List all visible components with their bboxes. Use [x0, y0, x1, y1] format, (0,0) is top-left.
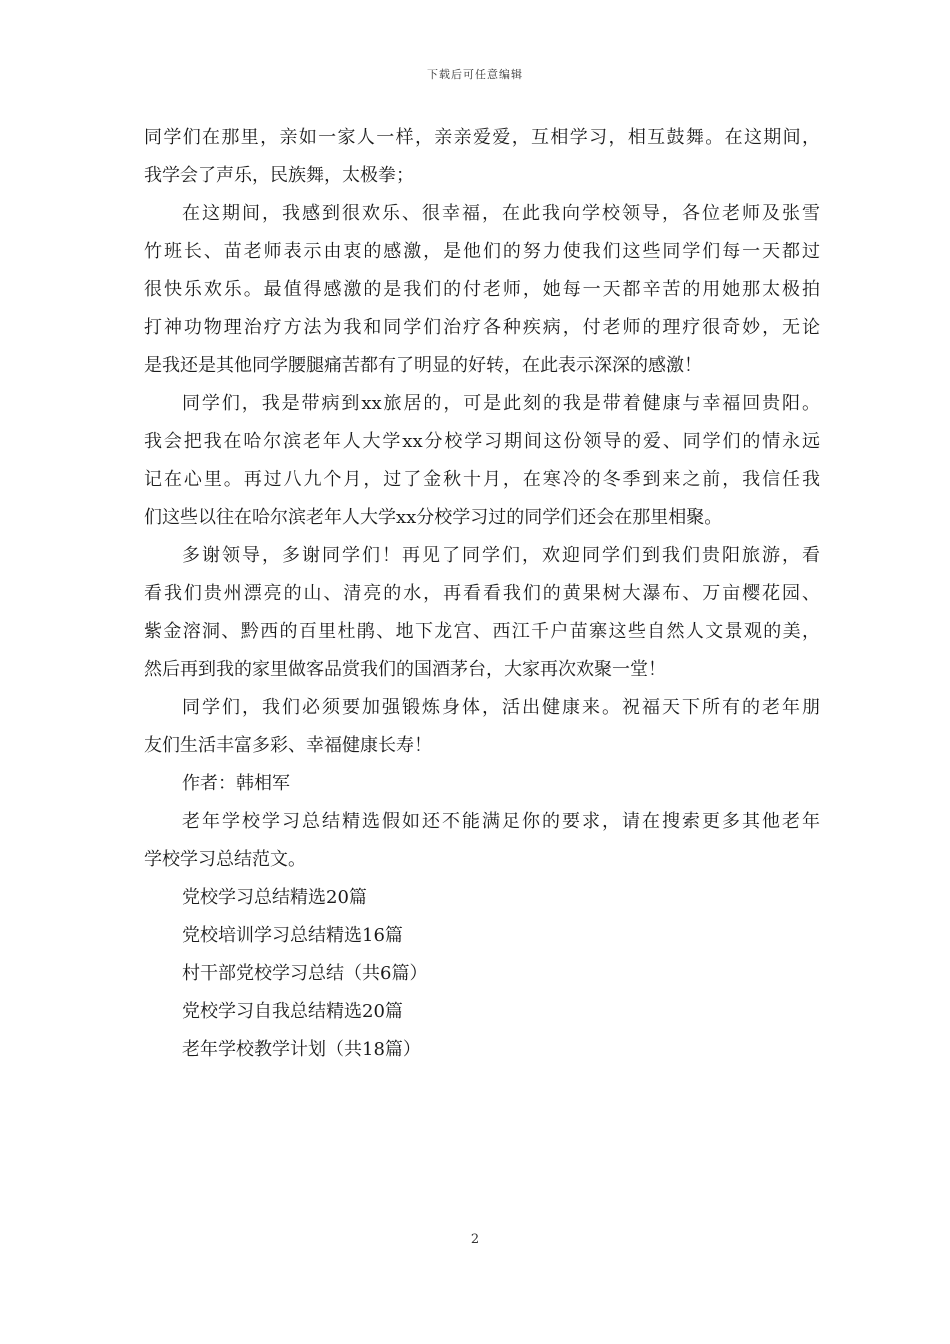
document-body [144, 119, 820, 1069]
text-line: 是我还是其他同学腰腿痛苦都有了明显的好转，在此表示深深的感激！ [144, 355, 702, 376]
text-line: 同学们，我是带病到xx旅居的，可是此刻的我是带着健康与幸福回贵阳。 [182, 393, 820, 414]
text-line: 我会把我在哈尔滨老年人大学xx分校学习期间这份领导的爱、同学们的情永远 [144, 431, 820, 452]
related-article-link[interactable]: 党校学习总结精选20篇 [182, 887, 367, 908]
text-line: 然后再到我的家里做客品赏我们的国酒茅台，大家再次欢聚一堂！ [144, 659, 666, 680]
author-line: 作者：韩相军 [182, 773, 290, 794]
related-article-link[interactable]: 党校培训学习总结精选16篇 [182, 925, 403, 946]
page-number: 2 [470, 1232, 480, 1247]
page-header: 下载后可任意编辑 [427, 68, 523, 81]
text-line: 很快乐欢乐。最值得感激的是我们的付老师，她每一天都辛苦的用她那太极拍 [144, 279, 820, 300]
related-article-link[interactable]: 党校学习自我总结精选20篇 [182, 1001, 403, 1022]
text-line: 同学们，我们必须要加强锻炼身体，活出健康来。祝福天下所有的老年朋 [182, 697, 820, 718]
text-line: 同学们在那里，亲如一家人一样，亲亲爱爱，互相学习，相互鼓舞。在这期间， [144, 127, 820, 148]
text-line: 学校学习总结范文。 [144, 849, 306, 870]
text-line: 友们生活丰富多彩、幸福健康长寿！ [144, 735, 432, 756]
text-line: 看我们贵州漂亮的山、清亮的水，再看看我们的黄果树大瀑布、万亩樱花园、 [144, 583, 820, 604]
related-article-link[interactable]: 村干部党校学习总结（共6篇） [182, 963, 428, 984]
text-line: 多谢领导，多谢同学们！再见了同学们，欢迎同学们到我们贵阳旅游，看 [182, 545, 820, 566]
text-line: 竹班长、苗老师表示由衷的感激，是他们的努力使我们这些同学们每一天都过 [144, 241, 820, 262]
text-line: 我学会了声乐，民族舞，太极拳； [144, 165, 414, 186]
text-line: 们这些以往在哈尔滨老年人大学xx分校学习过的同学们还会在那里相聚。 [144, 507, 723, 528]
text-line: 打神功物理治疗方法为我和同学们治疗各种疾病，付老师的理疗很奇妙，无论 [144, 317, 820, 338]
text-line: 老年学校学习总结精选假如还不能满足你的要求，请在搜索更多其他老年 [182, 811, 820, 832]
text-line: 在这期间，我感到很欢乐、很幸福，在此我向学校领导，各位老师及张雪 [182, 203, 820, 224]
text-line: 紫金溶洞、黔西的百里杜鹃、地下龙宫、西江千户苗寨这些自然人文景观的美， [144, 621, 820, 642]
text-line: 记在心里。再过八九个月，过了金秋十月，在寒冷的冬季到来之前，我信任我 [144, 469, 820, 490]
related-article-link[interactable]: 老年学校教学计划（共18篇） [182, 1039, 421, 1060]
